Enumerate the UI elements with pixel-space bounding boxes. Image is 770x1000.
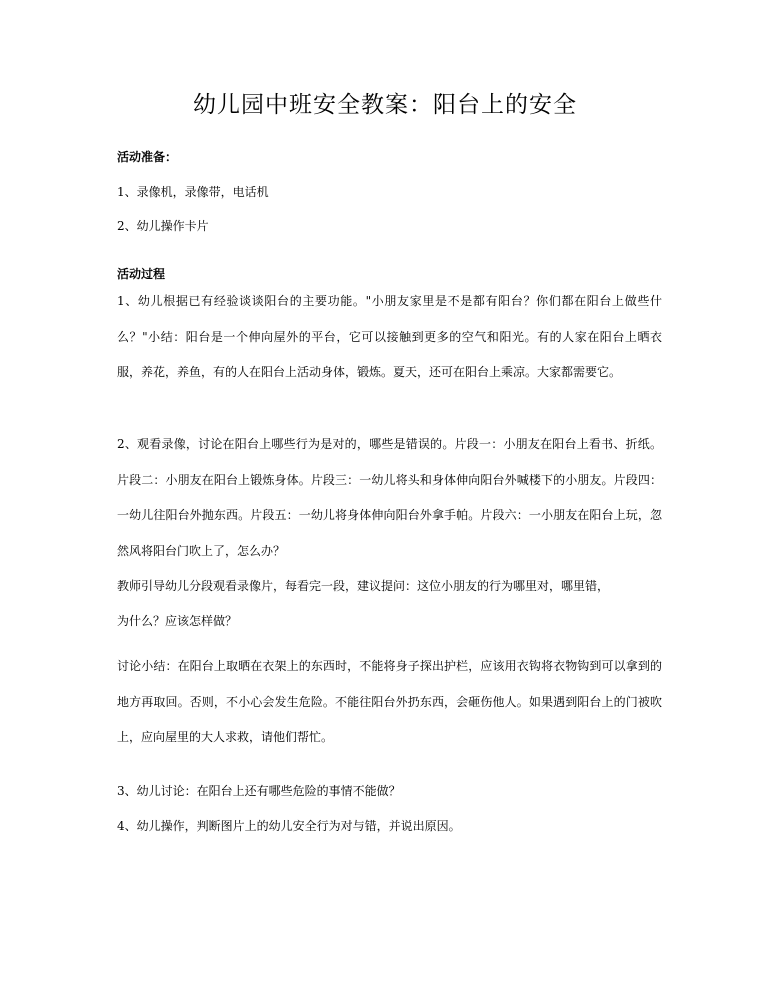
discussion-summary: 讨论小结：在阳台上取晒在衣架上的东西时，不能将身子探出护栏，应该用衣钩将衣物钩到可以拿到的地方再取回。否则，不小心会发生危险。不能往阳台外扔东西，会砸伤他人。如果遇到阳台上的门被吹上，应向屋里的大人求救，请他们帮忙。: [117, 659, 662, 744]
process-step-4: 4、幼儿操作，判断图片上的幼儿安全行为对与错，并说出原因。: [117, 819, 461, 833]
document-title: 幼儿园中班安全教案：阳台上的安全: [193, 92, 577, 118]
preparation-item-1: 1、录像机，录像带，电话机: [117, 185, 269, 199]
preparation-item-2: 2、幼儿操作卡片: [117, 219, 209, 233]
process-heading: 活动过程: [117, 267, 166, 281]
process-step-1: 1、幼儿根据已有经验谈谈阳台的主要功能。"小朋友家里是不是都有阳台？你们都在阳台上做些什么？"小结：阳台是一个伸向屋外的平台，它可以接触到更多的空气和阳光。有的人家在阳台上晒衣服，养花，养鱼，有的人在阳台上活动身体，锻炼。夏天，还可在阳台上乘凉。大家都需要它。: [117, 294, 662, 379]
process-step-3: 3、幼儿讨论：在阳台上还有哪些危险的事情不能做？: [117, 784, 401, 798]
preparation-heading: 活动准备：: [117, 150, 178, 164]
process-step-2: 2、观看录像，讨论在阳台上哪些行为是对的，哪些是错误的。片段一：小朋友在阳台上看书、折纸。片段二：小朋友在阳台上锻炼身体。片段三：一幼儿将头和身体伸向阳台外喊楼下的小朋友。片段四：一幼儿往阳台外抛东西。片段五：一幼儿将身体伸向阳台外拿手帕。片段六：一小朋友在阳台上玩，忽然风将阳台门吹上了，怎么办？: [117, 437, 662, 558]
teacher-guide-line-1: 教师引导幼儿分段观看录像片，每看完一段，建议提问：这位小朋友的行为哪里对，哪里错，: [117, 579, 610, 593]
teacher-guide-line-2: 为什么？应该怎样做？: [117, 614, 238, 628]
